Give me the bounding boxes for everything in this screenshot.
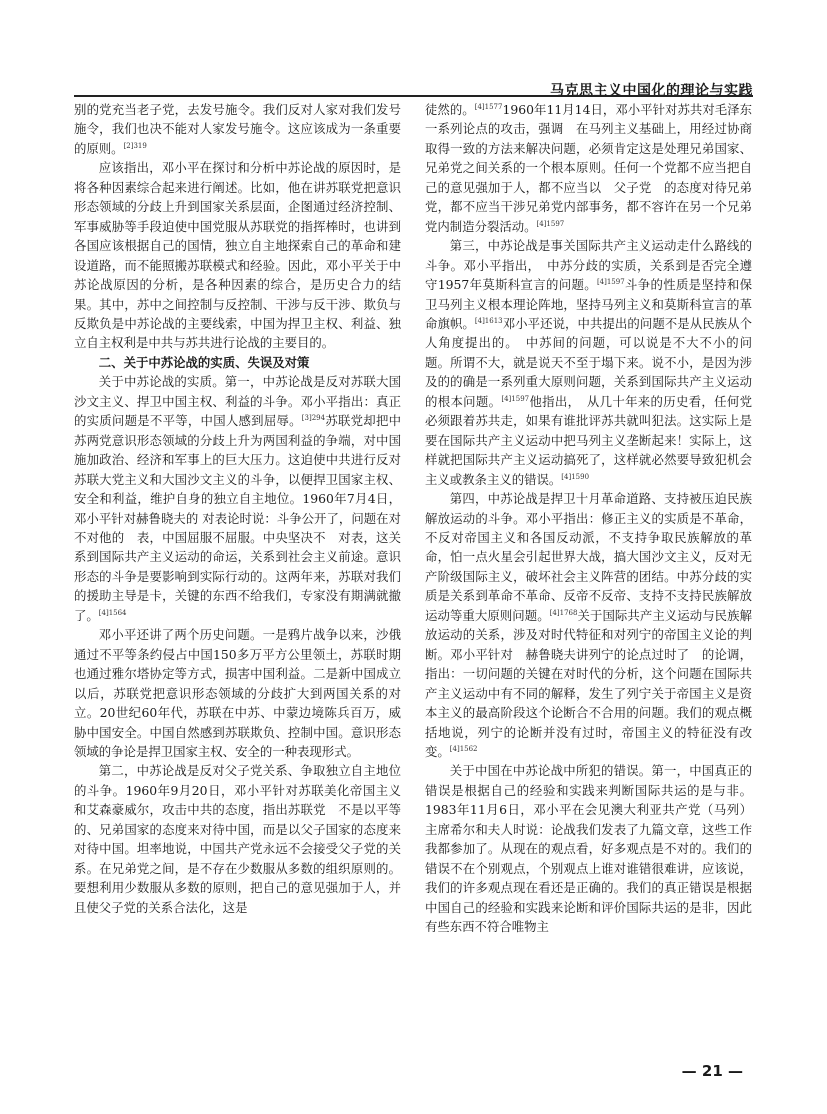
paragraph — [74, 100, 401, 158]
paragraph — [74, 625, 401, 761]
citation: [4]1597 — [501, 394, 530, 403]
citation: [4]1613 — [474, 316, 503, 325]
paragraph-text: 邓小平还讲了两个历史问题。一是鸦片战争以来，沙俄通过不平等条约侵占中国150多万平方公里领土，苏联时期也通过雅尔塔协定等方式，损害中国利益。二是新中国成立以后，苏联党把意识形态领域的分歧扩大到两国关系的对立。20世纪60年代，苏联在中苏、中蒙边境陈兵百万，威胁中国安全。中国自然感到苏联欺负、控制中国。意识形态领域的争论是捍卫国家主权、安全的一种表现形式。 — [74, 627, 401, 759]
citation: [4]1562 — [449, 744, 478, 753]
citation: [4]1597 — [536, 219, 565, 228]
paragraph-text: 应该指出，邓小平在探讨和分析中苏论战的原因时，是将各种因素综合起来进行阐述。比如，他在讲苏联党把意识形态领域的分歧上升到国家关系层面，企图通过经济控制、军事威胁等手段迫使中国党服从苏联党的指挥棒时，也讲到各国应该根据自己的国情，独立自主地探索自己的革命和建设道路，而不能照搬苏联模式和经验。因此，邓小平关于中苏论战原因的分析，是各种因素的综合，是历史合力的结果。其中，苏中之间控制与反控制、干涉与反干涉、欺负与反欺负是中苏论战的主要线索，中国为捍卫主权、利益、独立自主权利是中共与苏共进行论战的主要目的。 — [74, 160, 401, 351]
citation: [4]1564 — [98, 608, 127, 617]
journal-section-title: 马克思主义中国化的理论与实践 — [550, 83, 753, 99]
paragraph-text: 他指出， 从几十年来的历史看，任何党必须跟着苏共走，如果有谁批评苏共就叫犯法。这实际上是要在国际共产主义运动中把马列主义垄断起来！实际上，这样就把国际共产主义运动搞死了，这样就必然要导致犯机会主义或教条主义的错误。 — [425, 393, 752, 487]
paragraph-text: 关于国际共产主义运动与民族解放运动的关系，涉及对时代特征和对列宁的帝国主义论的判断。邓小平针对 赫鲁晓夫讲列宁的论点过时了 的论调，指出：一切问题的关键在对时代的分析，这个问题在国际共产主义运动中有不同的解释，发生了列宁关于帝国主义是资本主义的最高阶段这个论断合不合用的问题。我们的观点概括地说，列宁的论断并没有过时，帝国主义的特征没有改变。 — [425, 607, 753, 759]
paragraph-text: 苏联党却把中苏两党意识形态领域的分歧上升为两国利益的争端，对中国施加政治、经济和军事上的巨大压力。这迫使中共进行反对苏联大党主义和大国沙文主义的斗争，以便捍卫国家主权、安全和利益，维护自身的独立自主地位。1960年7月4日，邓小平针对赫鲁晓夫的 对表论时说：斗争公开了，问题在对不对他的 表，中国屈服不屈服。中央坚决不 对表，这关系到国际共产主义运动的命运，关系到社会主义前途。意识形态的斗争是要影响到实际行动的。这两年来，苏联对我们的援助主导是卡，关键的东西不给我们，专家没有期满就撤了。 — [74, 413, 402, 623]
paragraph-text: 别的党充当老子党，去发号施令。我们反对人家对我们发号施令，我们也决不能对人家发号施令。这应该成为一条重要的原则。 — [74, 102, 401, 156]
paragraph-text: 第三，中苏论战是事关国际共产主义运动走什么路线的斗争。邓小平指出， 中苏分歧的实质，关系到是否完全遵守1957年莫斯科宣言的问题。 — [425, 238, 752, 293]
page-number: — 21 — — [681, 1062, 743, 1080]
paragraph-text: 第四，中苏论战是捍卫十月革命道路、支持被压迫民族解放运动的斗争。邓小平指出：修正主义的实质是不革命，不反对帝国主义和各国反动派，不支持争取民族解放的革命，怕一点火星会引起世界大战，搞大国沙文主义，反对无产阶级国际主义，破坏社会主义阵营的团结。中苏分歧的实质是关系到革命不革命、反帝不反帝、支持不支持民族解放运动等重大原则问题。 — [425, 491, 752, 623]
left-column — [74, 100, 401, 917]
paragraph-text: 邓小平还说，中共提出的问题不是从民族从个人角度提出的。 中苏间的问题，可以说是不大不小的问题。所谓不大，就是说天不至于塌下来。说不小，是因为涉及的的确是一系列重大原则问题，关系到国际共产主义运动的根本问题。 — [425, 315, 753, 409]
citation: [3]294 — [301, 414, 326, 423]
paragraph — [74, 761, 401, 917]
paragraph — [425, 761, 752, 936]
paragraph-text: 1960年11月14日，邓小平针对苏共对毛泽东一系列论点的攻击，强调 在马列主义基础上，用经过协商取得一致的方法来解决问题，必须肯定这是处理兄弟国家、兄弟党之间关系的一个根本原则。任何一个党都不应当把自己的意见强加于人，都不应当以 父子党 的态度对待兄弟党，都不应当干涉兄弟党内部事务，都不容许在另一个兄弟党内制造分裂活动。 — [425, 102, 752, 234]
paragraph-text: 关于中苏论战的实质。第一，中苏论战是反对苏联大国沙文主义、捍卫中国主权、利益的斗争。邓小平指出：真正的实质问题是不平等，中国人感到屈辱。 — [74, 374, 401, 429]
citation: [4]1597 — [596, 278, 625, 287]
paragraph-text: 徒然的。 — [425, 102, 475, 117]
paragraph — [425, 489, 752, 761]
paragraph — [425, 236, 752, 489]
paragraph — [74, 372, 401, 625]
paragraph-text: 第二，中苏论战是反对父子党关系、争取独立自主地位的斗争。1960年9月20日，邓小平针对苏联美化帝国主义和艾森豪威尔，攻击中共的态度，指出苏联党 不是以平等的、兄弟国家的态度来对待中国，而是以父子国家的态度来对待中国。坦率地说，中国共产党永远不会接受父子党的关系。在兄弟党之间，是不存在少数服从多数的组织原则的。要想利用少数服从多数的原则，把自己的意见强加于人，并且使父子党的关系合法化，这是 — [74, 763, 401, 915]
section-heading: 二、关于中苏论战的实质、失误及对策 — [98, 354, 310, 370]
right-column — [425, 100, 752, 936]
citation: [2]319 — [123, 141, 147, 150]
citation: [4]1590 — [561, 472, 590, 481]
citation: [4]1577 — [474, 103, 503, 111]
paragraph-text: 斗争的性质是坚持和保卫马列主义根本理论阵地，坚持马列主义和莫斯科宣言的革命旗帜。 — [425, 277, 752, 331]
citation: [4]1768 — [549, 608, 578, 617]
paragraph — [74, 158, 401, 353]
paragraph-text: 关于中国在中苏论战中所犯的错误。第一，中国真正的错误是根据自己的经验和实践来判断国际共运的是与非。1983年11月6日，邓小平在会见澳大利亚共产党（马列）主席希尔和夫人时说：论战我们发表了九篇文章，这些工作我都参加了。从现在的观点看，好多观点是不对的。我们的错误不在个别观点，个别观点上谁对谁错很难讲，应该说，我们的许多观点现在看还是正确的。我们的真正错误是根据中国自己的经验和实践来论断和评价国际共运的是非，因此有些东西不符合唯物主 — [425, 763, 752, 935]
header-rule — [74, 95, 753, 97]
paragraph — [425, 100, 752, 236]
